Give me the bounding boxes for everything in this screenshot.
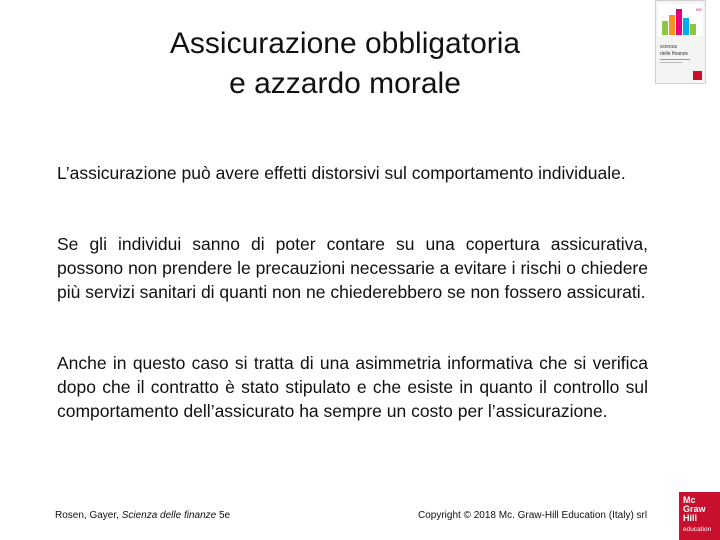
slide-title xyxy=(70,24,620,104)
footer-book-title: Scienza delle finanze xyxy=(121,510,217,521)
logo-line-4: education xyxy=(683,526,712,533)
mcgraw-hill-logo xyxy=(679,492,720,540)
slide-title-line-2: e azzardo morale xyxy=(229,67,461,100)
footer-copyright: Copyright © 2018 Mc. Graw-Hill Education (Italy) srl xyxy=(418,510,648,521)
footer-edition: 5e xyxy=(216,510,231,521)
logo-line-2: Graw xyxy=(683,504,706,514)
book-cover-image xyxy=(655,0,706,84)
book-cover-edition: 5/E xyxy=(696,7,703,12)
paragraph-2: Se gli individui sanno di poter contare su una copertura assicurativa, possono non prendere le precauzioni necessarie a evitare i rischi o chiedere più servizi sanitari di quanti non ne chiederebbero se non fossero assicurati. xyxy=(57,234,648,302)
paragraph-1: L’assicurazione può avere effetti distorsivi sul comportamento individuale. xyxy=(57,163,626,183)
logo-line-1: Mc xyxy=(683,495,696,505)
slide-title-line-1: Assicurazione obbligatoria xyxy=(169,27,521,60)
book-cover-art xyxy=(656,1,705,83)
paragraph-3: Anche in questo caso si tratta di una asimmetria informativa che si verifica dopo che il contratto è stato stipulato e che esiste in quanto il controllo sul comportamento dell’assicurato ha sempre un costo per l’assicurazione. xyxy=(57,353,648,421)
book-cover-title-1: scienza xyxy=(660,44,677,50)
logo-line-3: Hill xyxy=(683,513,698,523)
book-cover-title-2: delle finanze xyxy=(660,51,689,57)
footer-authors: Rosen, Gayer, xyxy=(55,510,122,521)
footer-citation xyxy=(55,510,230,521)
